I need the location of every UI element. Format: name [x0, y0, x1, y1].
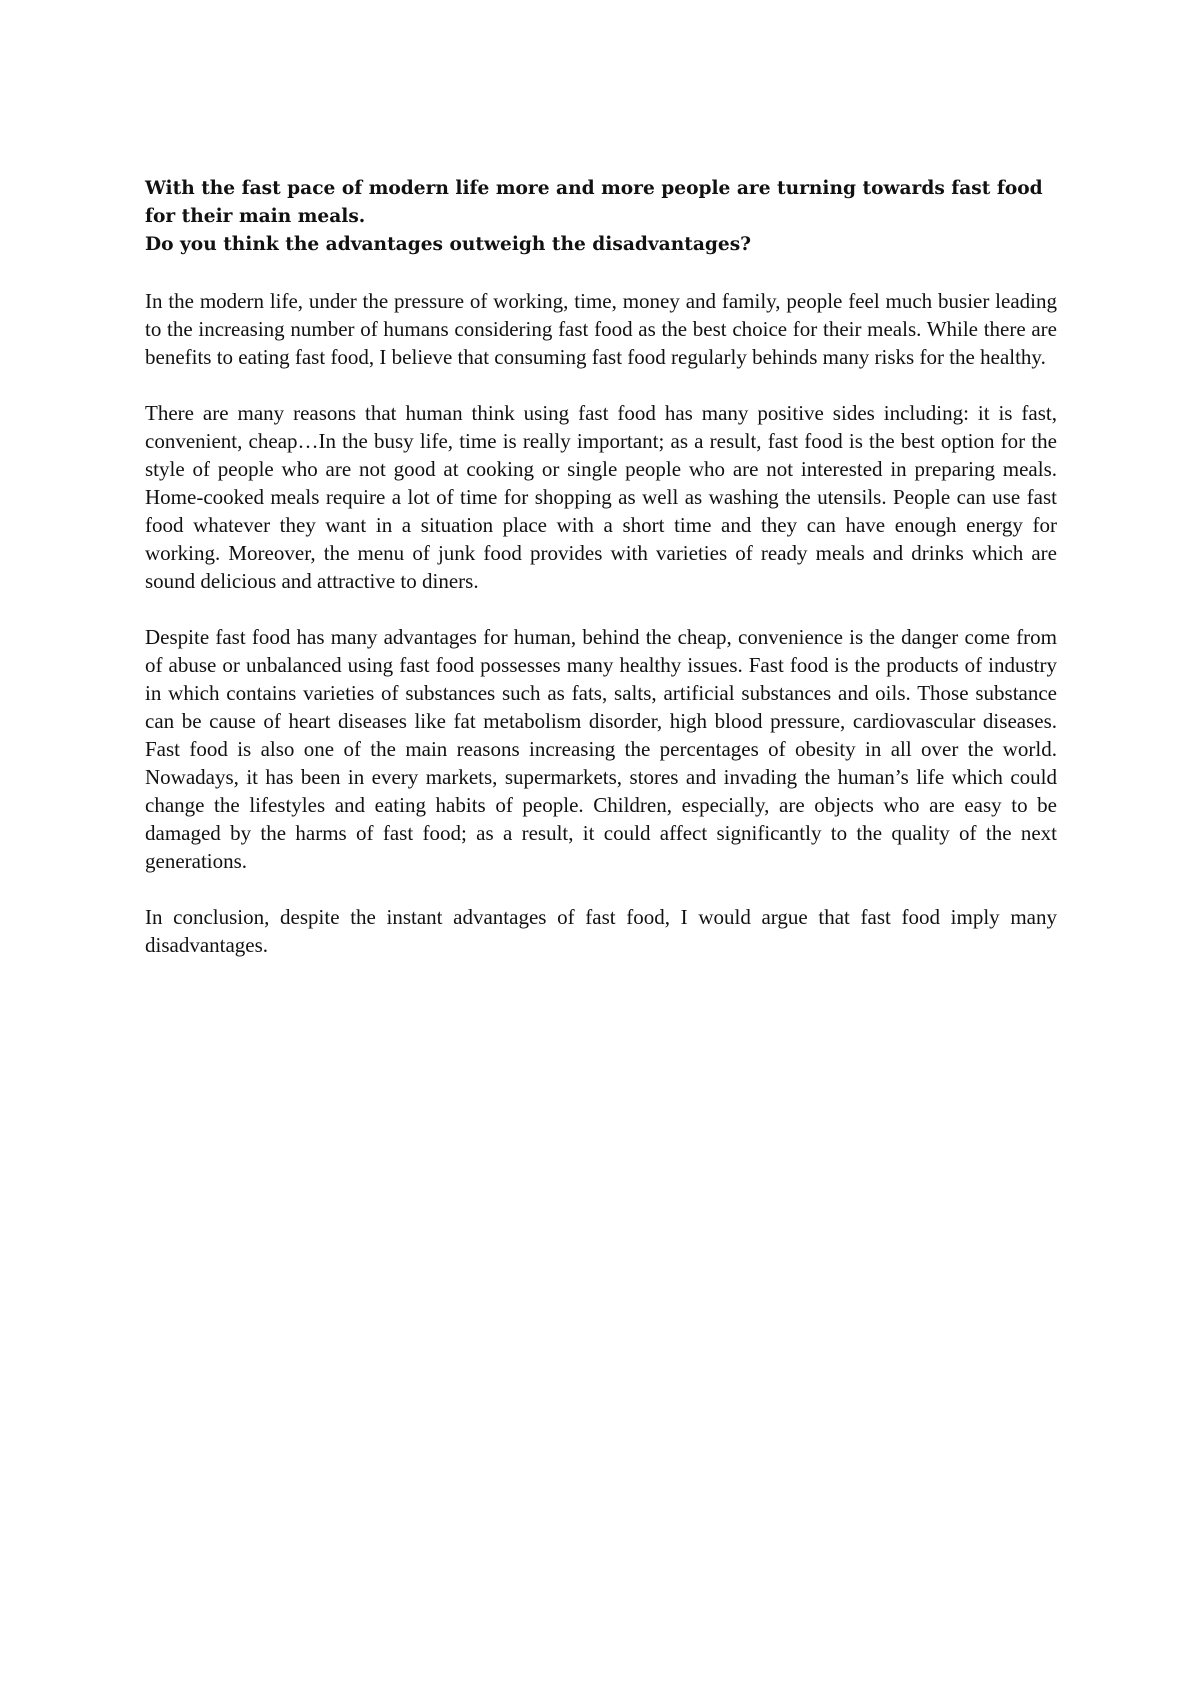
paragraph-advantages: There are many reasons that human think using fast food has many positive sides including: it is fast, convenient, cheap…In the busy life, time is really important; as a result, fast food is the best option for the style of people who are not good at cooking or single people who are not interested in preparing meals. Home-cooked meals require a lot of time for shopping as well as washing the utensils. People can use fast food whatever they want in a situation place with a short time and they can have enough energy for working. Moreover, the menu of junk food provides with varieties of ready meals and drinks which are sound delicious and attractive to diners. — [145, 401, 1057, 593]
essay-prompt — [145, 175, 1057, 259]
paragraph-disadvantages: Despite fast food has many advantages for human, behind the cheap, convenience is the danger come from of abuse or unbalanced using fast food possesses many healthy issues. Fast food is the products of industry in which contains varieties of substances such as fats, salts, artificial substances and oils. Those substance can be cause of heart diseases like fat metabolism disorder, high blood pressure, cardiovascular diseases. Fast food is also one of the main reasons increasing the percentages of obesity in all over the world. Nowadays, it has been in every markets, supermarkets, stores and invading the human’s life which could change the lifestyles and eating habits of people. Children, especially, are objects who are easy to be damaged by the harms of fast food; as a result, it could affect significantly to the quality of the next generations. — [145, 625, 1057, 873]
paragraph-conclusion: In conclusion, despite the instant advantages of fast food, I would argue that fast food imply many disadvantages. — [145, 905, 1057, 957]
paragraph-introduction: In the modern life, under the pressure of working, time, money and family, people feel much busier leading to the increasing number of humans considering fast food as the best choice for their meals. While there are benefits to eating fast food, I believe that consuming fast food regularly behinds many risks for the healthy. — [145, 289, 1057, 369]
essay-body — [145, 175, 1057, 987]
prompt-statement: With the fast pace of modern life more and more people are turning towards fast food for their main meals. — [145, 178, 1043, 227]
prompt-question: Do you think the advantages outweigh the disadvantages? — [145, 234, 752, 255]
